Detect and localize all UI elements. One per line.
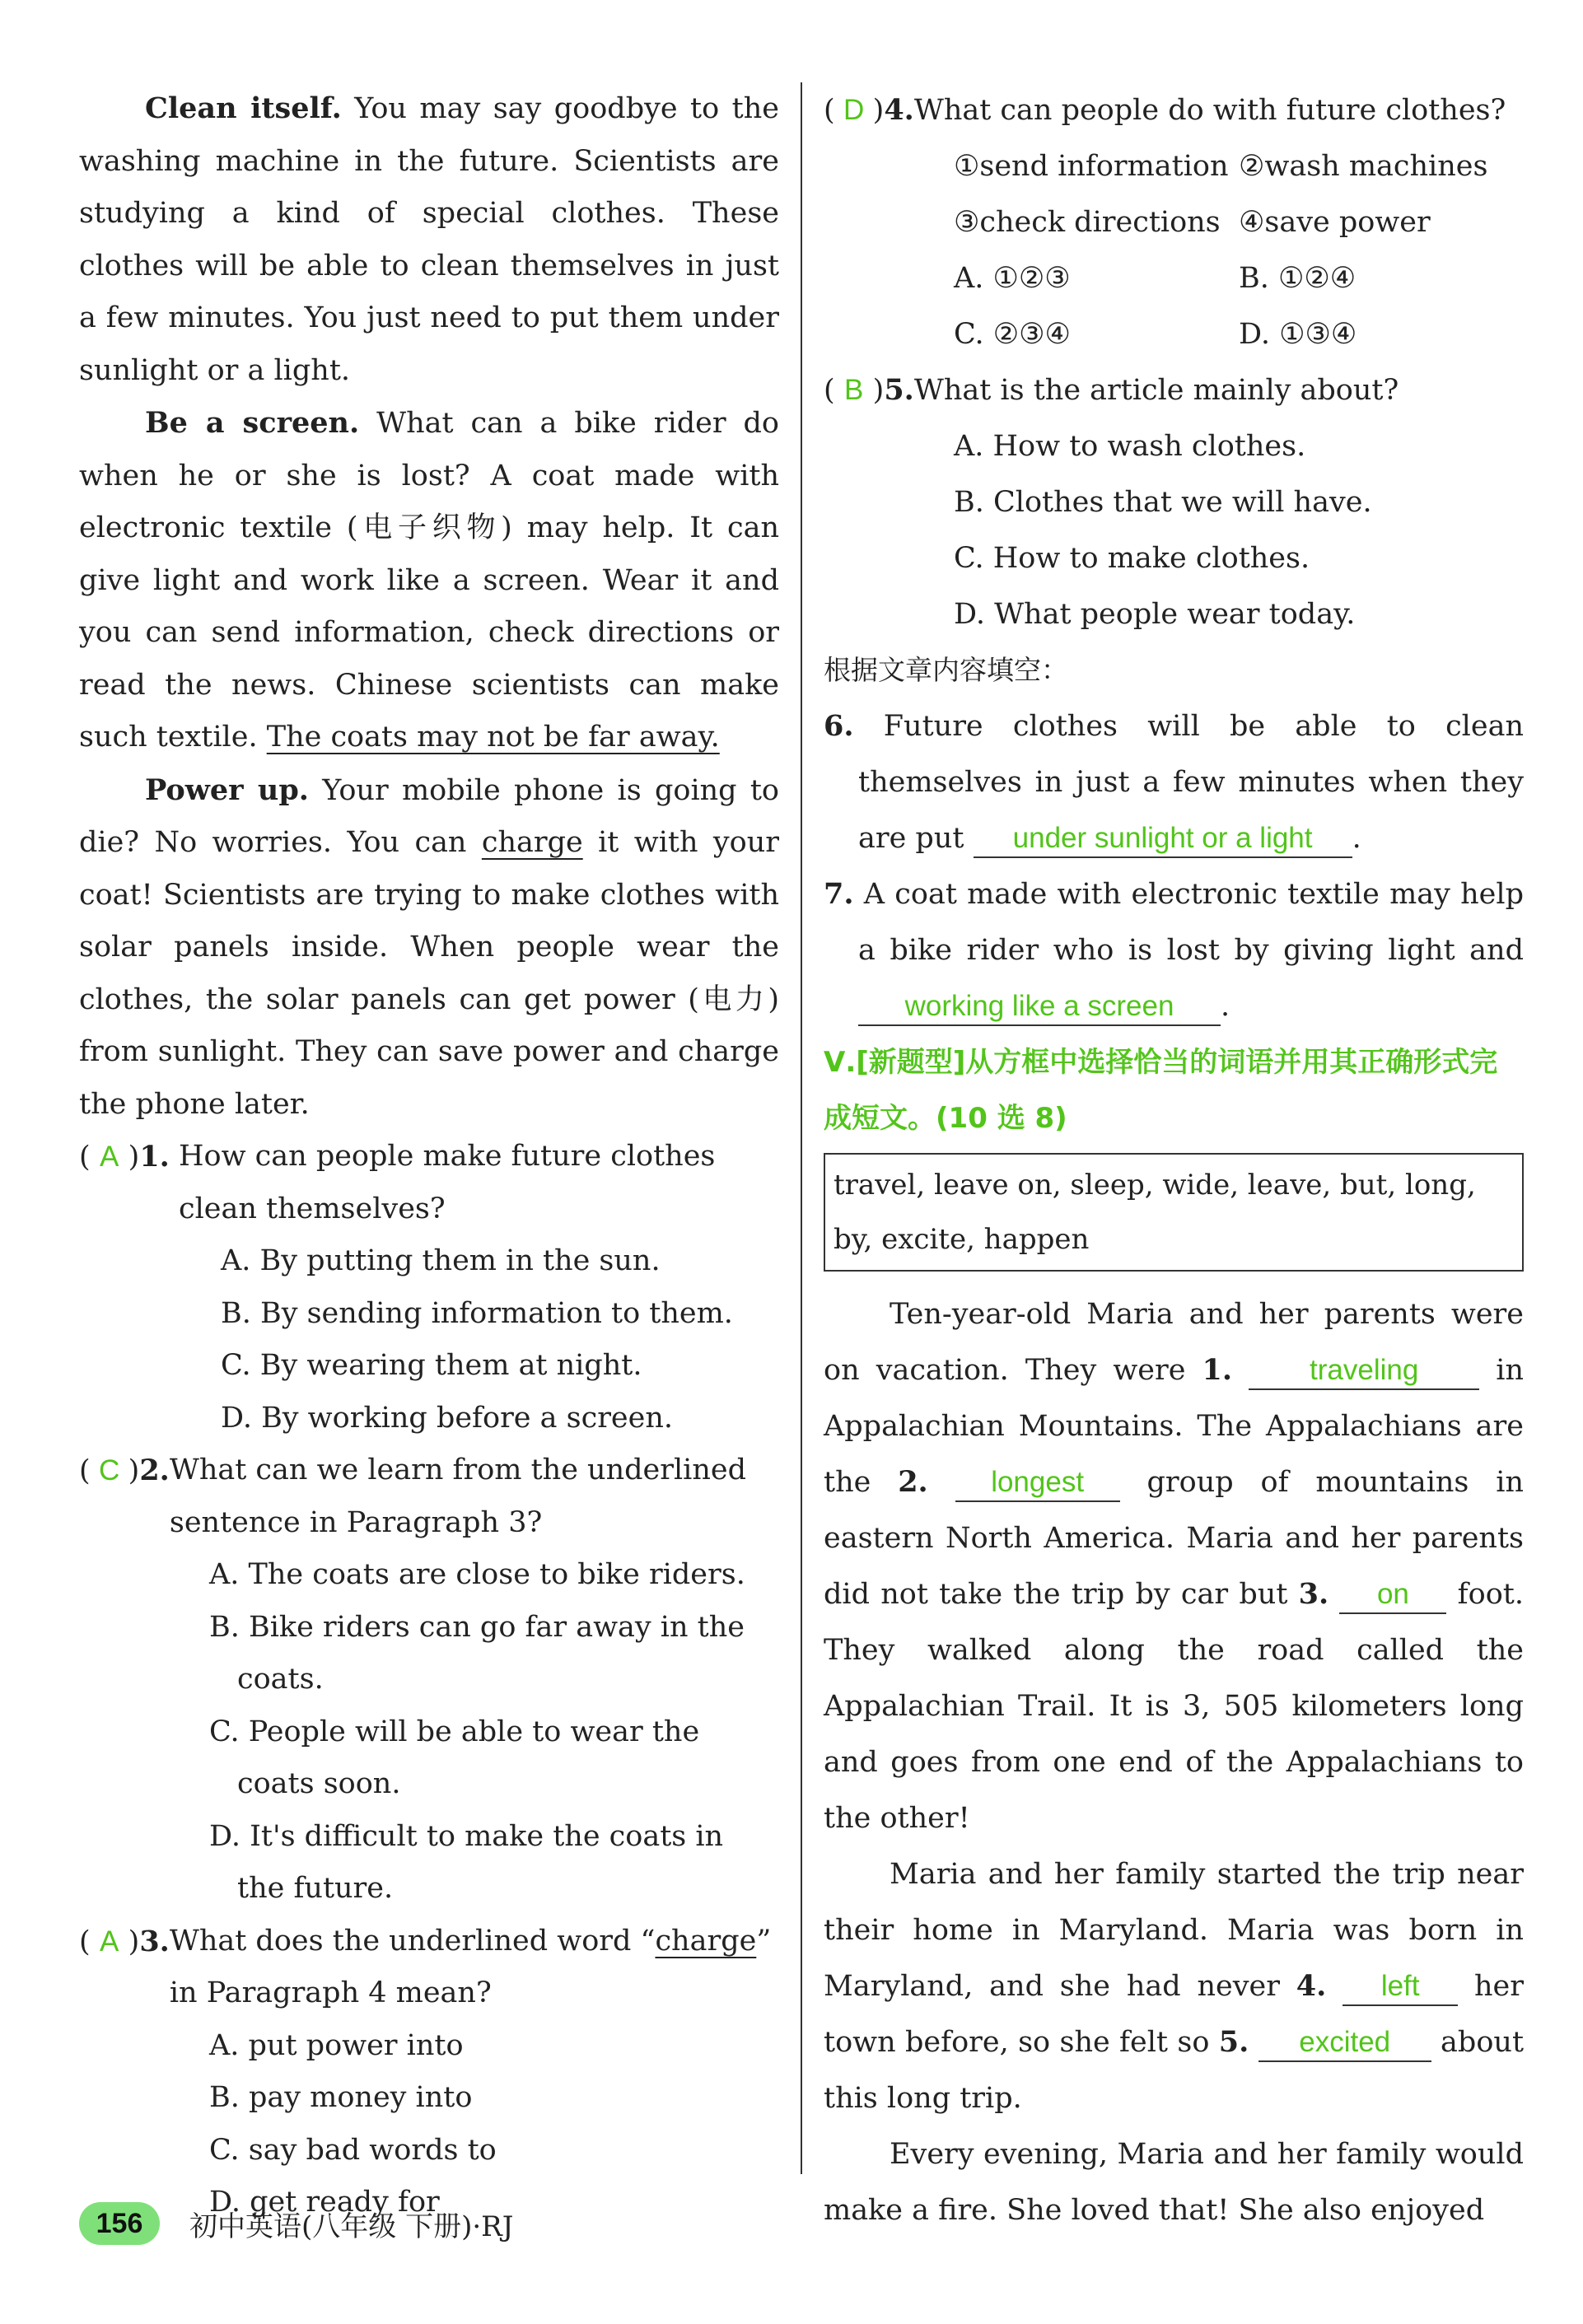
- option-b: B. ①②④: [1239, 262, 1357, 295]
- answer-blank[interactable]: on: [1339, 1576, 1446, 1614]
- question-number: 7.: [824, 877, 854, 911]
- option-c: C. How to make clothes.: [954, 542, 1310, 575]
- option-a: A. How to wash clothes.: [954, 430, 1306, 463]
- option-d: D. By working before a screen.: [221, 1401, 674, 1435]
- story-text: in Appalachian Mountains. The Appalachians are the: [824, 1354, 1524, 1499]
- blank-number: 4.: [1296, 1969, 1327, 2003]
- right-column: [824, 82, 1524, 2238]
- question-text: What can we learn from the underlined sentence in Paragraph 3?: [169, 1454, 747, 1539]
- question-text-part: ” in Paragraph 4 mean?: [169, 1924, 772, 2009]
- paragraph-clean-itself: [79, 82, 779, 397]
- option-c: C. ②③④: [954, 318, 1071, 351]
- answer-bracket: ( D )4.: [824, 82, 914, 138]
- option-b: B. By sending information to them.: [221, 1296, 733, 1330]
- blank-number: 3.: [1298, 1577, 1329, 1611]
- item-1: ①send information: [954, 150, 1229, 183]
- left-column: [79, 82, 779, 2229]
- underlined-word: charge: [481, 826, 583, 859]
- story-text: Ten-year-old Maria and her parents were on vacation. They were: [824, 1298, 1524, 1387]
- answer-letter: D: [843, 94, 865, 126]
- question-4: [824, 82, 1524, 362]
- paragraph-text: You may say goodbye to the washing machine in the future. Scientists are studying a kind of special clothes. These clothes will be able to clean themselves in just a few minutes. You just need to put them under sunlight or a light.: [79, 92, 779, 387]
- option-c: C. say bad words to: [209, 2133, 497, 2167]
- option-a: A. By putting them in the sun.: [221, 1244, 661, 1277]
- book-title: 初中英语(八年级 下册)·RJ: [189, 2210, 514, 2243]
- underlined-sentence: The coats may not be far away.: [266, 721, 720, 754]
- question-number: 4.: [884, 93, 914, 127]
- story-paragraph-3: Every evening, Maria and her family would make a fire. She loved that! She also enjoyed: [824, 2138, 1524, 2227]
- answer-letter: B: [843, 374, 864, 406]
- story-paragraph-2: [824, 1846, 1524, 2126]
- story-text: about this long trip.: [824, 2026, 1525, 2115]
- paragraph-lead: Be a screen.: [145, 406, 360, 440]
- item-2: ②wash machines: [1239, 150, 1488, 183]
- option-b: B. Clothes that we will have.: [954, 486, 1372, 519]
- story-text: group of mountains in eastern North America. Maria and her parents did not take the trip by car but: [824, 1466, 1524, 1611]
- paragraph-be-a-screen: [79, 397, 779, 764]
- blank-number: 2.: [898, 1465, 928, 1499]
- question-text-part: What does the underlined word “: [169, 1924, 656, 1958]
- question-number: 3.: [139, 1924, 170, 1958]
- answer-letter: C: [99, 1454, 120, 1486]
- page-footer: [79, 2202, 513, 2245]
- question-text: What is the article mainly about?: [913, 374, 1399, 407]
- answer-blank[interactable]: working like a screen: [858, 988, 1221, 1026]
- answer-blank[interactable]: left: [1343, 1968, 1458, 2006]
- paragraph-text: it with your coat! Scientists are trying to make clothes with solar panels inside. When people wear the clothes, the solar panels can get power (电力) from sunlight. They can save power and charge the phone later.: [79, 826, 779, 1121]
- blank-number: 1.: [1202, 1353, 1233, 1387]
- option-a: A. put power into: [209, 2028, 464, 2062]
- answer-bracket: ( C )2.: [79, 1444, 170, 1549]
- fill-question-7: [824, 866, 1524, 1034]
- question-text: How can people make future clothes clean themselves?: [179, 1140, 716, 1225]
- answer-letter: A: [99, 1141, 119, 1173]
- question-number: 5.: [884, 373, 914, 407]
- story-text: Maria and her family started the trip near their home in Maryland. Maria was born in Maryland, and she had never: [824, 1858, 1524, 2003]
- fill-question-6: [824, 698, 1524, 866]
- question-3: [79, 1916, 779, 2229]
- question-5: [824, 362, 1524, 642]
- paragraph-power-up: [79, 764, 779, 1132]
- period: .: [1221, 990, 1230, 1023]
- question-text: [170, 1916, 779, 2020]
- paragraph-text: What can a bike rider do when he or she is lost? A coat made with electronic textile (电子织物) may help. It can give light and work like a screen. Wear it and you can send information, check directions or read the news. Chinese scientists can make such textile.: [79, 407, 779, 754]
- option-d: D. get ready for: [209, 2186, 440, 2219]
- answer-blank[interactable]: excited: [1258, 2024, 1431, 2062]
- underlined-word: charge: [655, 1924, 757, 1958]
- question-text: What can people do with future clothes?: [913, 94, 1506, 127]
- option-d: D. ①③④: [1239, 318, 1357, 351]
- answer-blank[interactable]: traveling: [1249, 1352, 1479, 1390]
- answer-bracket: ( A )3.: [79, 1916, 170, 2020]
- blank-number: 5.: [1218, 2025, 1249, 2059]
- story-paragraph-1: [824, 1286, 1524, 1846]
- paragraph-text: Your mobile phone is going to die? No worries. You can: [79, 773, 779, 859]
- answer-bracket: ( B )5.: [824, 362, 914, 418]
- column-divider: [801, 82, 802, 2174]
- option-c: C. People will be able to wear the coats soon.: [209, 1715, 700, 1800]
- page-number-badge: 156: [79, 2202, 160, 2245]
- paragraph-lead: Power up.: [145, 772, 309, 807]
- story-text: foot. They walked along the road called the Appalachian Trail. It is 3, 505 kilometers long and goes from one end of the Appalachians to the other!: [824, 1578, 1524, 1835]
- item-4: ④save power: [1239, 206, 1431, 239]
- paragraph-lead: Clean itself.: [145, 91, 342, 125]
- option-c: C. By wearing them at night.: [221, 1349, 642, 1382]
- question-text: A coat made with electronic textile may help a bike rider who is lost by giving light and: [858, 878, 1524, 967]
- question-number: 1.: [139, 1140, 170, 1174]
- answer-bracket: ( A )1.: [79, 1131, 179, 1235]
- question-number: 2.: [139, 1454, 170, 1487]
- item-3: ③check directions: [954, 206, 1221, 239]
- word-box: travel, leave on, sleep, wide, leave, but, long, by, excite, happen: [824, 1153, 1524, 1272]
- question-number: 6.: [824, 709, 854, 743]
- answer-letter: A: [99, 1925, 119, 1958]
- option-a: A. The coats are close to bike riders.: [209, 1558, 745, 1591]
- section-heading: Ⅴ.[新题型]从方框中选择恰当的词语并用其正确形式完成短文。(10 选 8): [824, 1046, 1498, 1135]
- option-a: A. ①②③: [954, 262, 1071, 295]
- question-text: Future clothes will be able to clean themselves in just a few minutes when they are put: [858, 710, 1524, 855]
- option-d: D. What people wear today.: [954, 598, 1356, 631]
- fill-in-instruction: 根据文章内容填空：: [824, 654, 1068, 686]
- question-1: [79, 1131, 779, 1444]
- answer-blank[interactable]: longest: [955, 1464, 1120, 1502]
- answer-blank[interactable]: under sunlight or a light: [974, 820, 1352, 858]
- option-b: B. Bike riders can go far away in the coats.: [209, 1610, 745, 1696]
- period: .: [1352, 822, 1361, 855]
- question-2: [79, 1444, 779, 1916]
- story-text: her town before, so she felt so: [824, 1970, 1524, 2059]
- option-b: B. pay money into: [209, 2081, 473, 2114]
- option-d: D. It's difficult to make the coats in the future.: [209, 1819, 724, 1905]
